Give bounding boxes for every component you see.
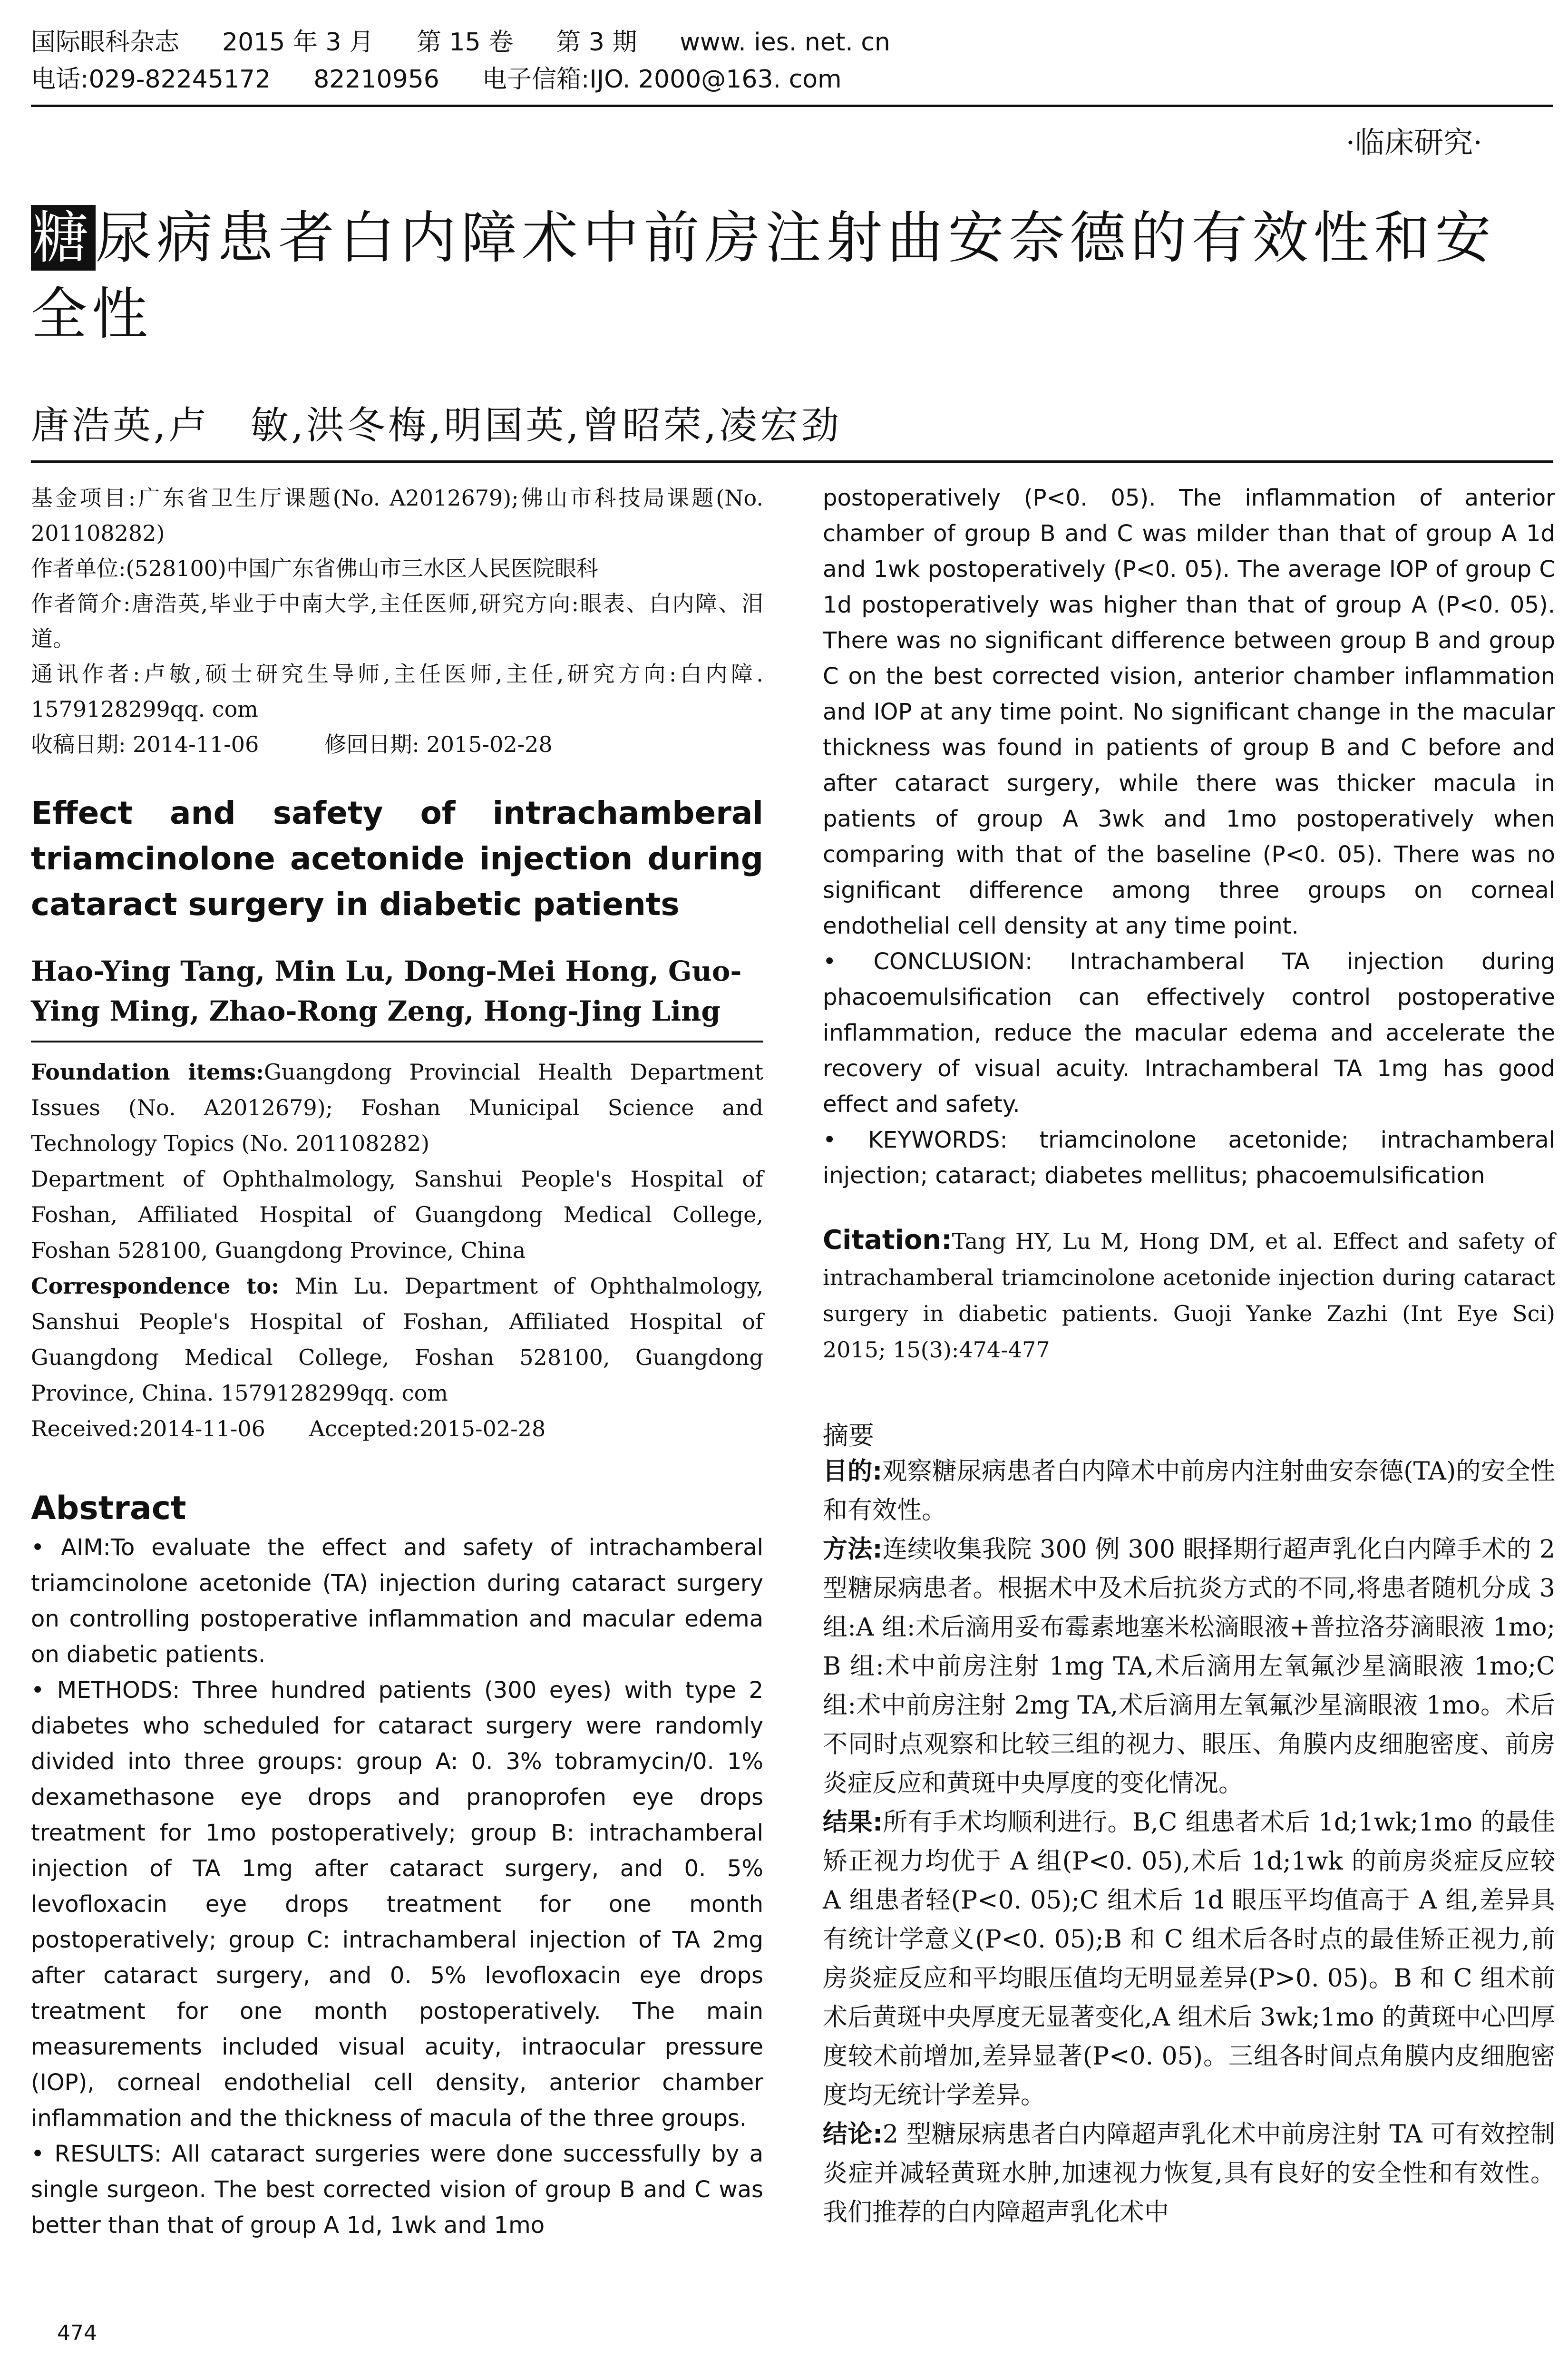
en-dates: Received:2014-11-06 Accepted:2015-02-28 bbox=[31, 1416, 546, 1442]
article-title bbox=[31, 200, 1553, 352]
correspondence-label: Correspondence to: bbox=[31, 1273, 280, 1299]
zh-results-label: 结果: bbox=[823, 1808, 883, 1837]
abstract-heading: Abstract bbox=[31, 1490, 186, 1527]
abstract-right bbox=[823, 480, 1555, 1194]
journal-header bbox=[31, 24, 1553, 98]
zh-aim: 观察糖尿病患者白内障术中前房内注射曲安奈德(TA)的安全性和有效性。 bbox=[823, 1457, 1556, 1525]
title-text: 尿病患者白内障术中前房注射曲安奈德的有效性和安全性 bbox=[31, 205, 1496, 347]
zh-aim-label: 目的: bbox=[823, 1457, 883, 1486]
en-foundation: Guangdong Provincial Health Department Issues (No. A2012679); Foshan Municipal Science and Technology Topics (No. 201108282) bbox=[31, 1059, 763, 1156]
volume: 第 15 卷 bbox=[417, 28, 514, 57]
en-department: Department of Ophthalmology, Sanshui People's Hospital of Foshan, Affiliated Hospital of Guangdong Medical College, Foshan 528100, Guangdong Province, China bbox=[31, 1166, 763, 1263]
abstract-results-part1: • RESULTS: All cataract surgeries were done successfully by a single surgeon. The best corrected vision of group B and C was better than that of group A 1d, 1wk and 1mo bbox=[31, 2141, 763, 2239]
cn-info-block bbox=[31, 480, 763, 762]
left-column bbox=[31, 480, 763, 2243]
section-tag: ·临床研究· bbox=[1345, 125, 1482, 160]
citation bbox=[823, 1222, 1555, 1368]
abstract-methods: • METHODS: Three hundred patients (300 eyes) with type 2 diabetes who scheduled for cataract surgery were randomly divided into three groups: group A: 0. 3% tobramycin/0. 1% dexamethasone eye drops and pranoprofen eye drops treatment for 1mo postoperatively; group B: intrachamberal injection of TA 1mg after cataract surgery, and 0. 5% levofloxacin eye drops treatment for one month postoperatively; group C: intrachamberal injection of TA 2mg after cataract surgery, and 0. 5% levofloxacin eye drops treatment for one month postoperatively. The main measurements included visual acuity, intraocular pressure (IOP), corneal endothelial cell density, anterior chamber inflammation and the thickness of macula of the three groups. bbox=[31, 1677, 763, 2132]
zh-abstract bbox=[823, 1452, 1555, 2232]
citation-label: Citation: bbox=[823, 1225, 952, 1256]
cn-correspondence: 通讯作者:卢敏,硕士研究生导师,主任医师,主任,研究方向:白内障. 1579128299qq. com bbox=[31, 661, 763, 722]
header-rule bbox=[31, 105, 1553, 107]
journal-name: 国际眼科杂志 bbox=[31, 28, 180, 57]
title-first-char: 糖 bbox=[31, 205, 96, 271]
page-number: 474 bbox=[57, 2321, 97, 2345]
abstract-left bbox=[31, 1530, 763, 2243]
abstract-results-part2: postoperatively (P<0. 05). The inflammation of anterior chamber of group B and C was milder than that of group A 1d and 1wk postoperatively (P<0. 05). The average IOP of group C 1d postoperatively was higher than that of group A (P<0. 05). There was no significant difference between group B and group C on the best corrected vision, anterior chamber inflammation and IOP at any time point. No significant change in the macular thickness was found in patients of group B and C before and after cataract surgery, while there was thicker macula in patients of group A 3wk and 1mo postoperatively when comparing with that of the baseline (P<0. 05). There was no significant difference among three groups on corneal endothelial cell density at any time point. bbox=[823, 485, 1555, 939]
zh-methods-label: 方法: bbox=[823, 1535, 883, 1564]
journal-phone-2: 82210956 bbox=[313, 65, 439, 94]
zh-conclusion: 2 型糖尿病患者白内障超声乳化术中前房注射 TA 可有效控制炎症并减轻黄斑水肿,加速视力恢复,具有良好的安全性和有效性。我们推荐的白内障超声乳化术中 bbox=[823, 2120, 1556, 2227]
zh-abstract-heading: 摘要 bbox=[823, 1421, 874, 1451]
en-title: Effect and safety of intrachamberal triamcinolone acetonide injection during cataract surgery in diabetic patients bbox=[31, 795, 763, 923]
journal-phone: 电话:029-82245172 bbox=[31, 65, 271, 94]
en-authors-rule bbox=[31, 1041, 763, 1042]
foundation-label: Foundation items: bbox=[31, 1059, 264, 1085]
right-column bbox=[823, 480, 1555, 2232]
authors-rule bbox=[31, 460, 1553, 463]
journal-website[interactable]: www. ies. net. cn bbox=[680, 28, 890, 57]
en-correspondence: Min Lu. Department of Ophthalmology, Sanshui People's Hospital of Foshan, Affiliated Hospital of Guangdong Medical College, Foshan 528100, Guangdong Province, China. 1579128299qq. com bbox=[31, 1273, 764, 1406]
en-authors: Hao-Ying Tang, Min Lu, Dong-Mei Hong, Guo-Ying Ming, Zhao-Rong Zeng, Hong-Jing Ling bbox=[31, 955, 742, 1027]
abstract-keywords: • KEYWORDS: triamcinolone acetonide; intrachamberal injection; cataract; diabetes mellitus; phacoemulsification bbox=[823, 1127, 1555, 1189]
journal-email[interactable]: 电子信箱:IJO. 2000@163. com bbox=[482, 65, 842, 94]
cn-dates: 收稿日期: 2014-11-06 修回日期: 2015-02-28 bbox=[31, 731, 553, 757]
en-info-block bbox=[31, 1054, 763, 1447]
zh-conclusion-label: 结论: bbox=[823, 2120, 883, 2149]
zh-methods: 连续收集我院 300 例 300 眼择期行超声乳化白内障手术的 2 型糖尿病患者。根据术中及术后抗炎方式的不同,将患者随机分成 3 组:A 组:术后滴用妥布霉素地塞米松滴眼液+普拉洛芬滴眼液 1mo; B 组:术中前房注射 1mg TA,术后滴用左氧氟沙星滴眼液 1mo;C 组:术中前房注射 2mg TA,术后滴用左氧氟沙星滴眼液 1mo。术后不同时点观察和比较三组的视力、眼压、角膜内皮细胞密度、前房炎症反应和黄斑中央厚度的变化情况。 bbox=[823, 1535, 1555, 1798]
abstract-conclusion: • CONCLUSION: Intrachamberal TA injection during phacoemulsification can effectively control postoperative inflammation, reduce the macular edema and accelerate the recovery of visual acuity. Intrachamberal TA 1mg has good effect and safety. bbox=[823, 948, 1555, 1118]
issue-number: 第 3 期 bbox=[556, 28, 637, 57]
cn-bio: 作者简介:唐浩英,毕业于中南大学,主任医师,研究方向:眼表、白内障、泪道。 bbox=[31, 591, 763, 652]
citation-text: Tang HY, Lu M, Hong DM, et al. Effect and safety of intrachamberal triamcinolone acetonide injection during cataract surgery in diabetic patients. Guoji Yanke Zazhi (Int Eye Sci) 2015; 15(3):474-477 bbox=[823, 1228, 1555, 1363]
authors-zh: 唐浩英,卢 敏,洪冬梅,明国英,曾昭荣,凌宏劲 bbox=[31, 403, 842, 448]
cn-foundation: 基金项目:广东省卫生厅课题(No. A2012679);佛山市科技局课题(No. 201108282) bbox=[31, 485, 763, 546]
abstract-aim: • AIM:To evaluate the effect and safety of intrachamberal triamcinolone acetonide (TA) injection during cataract surgery on controlling postoperative inflammation and macular edema on diabetic patients. bbox=[31, 1534, 763, 1668]
issue-date: 2015 年 3 月 bbox=[222, 28, 374, 57]
zh-results: 所有手术均顺利进行。B,C 组患者术后 1d;1wk;1mo 的最佳矫正视力均优于 A 组(P<0. 05),术后 1d;1wk 的前房炎症反应较 A 组患者轻(P<0. 05);C 组术后 1d 眼压平均值高于 A 组,差异具有统计学意义(P<0. 05);B 和 C 组术后各时点的最佳矫正视力,前房炎症反应和平均眼压值均无明显差异(P>0. 05)。B 和 C 组术前术后黄斑中央厚度无显著变化,A 组术后 3wk;1mo 的黄斑中心凹厚度较术前增加,差异显著(P<0. 05)。三组各时间点角膜内皮细胞密度均无统计学差异。 bbox=[823, 1808, 1555, 2110]
cn-affiliation: 作者单位:(528100)中国广东省佛山市三水区人民医院眼科 bbox=[31, 555, 598, 581]
